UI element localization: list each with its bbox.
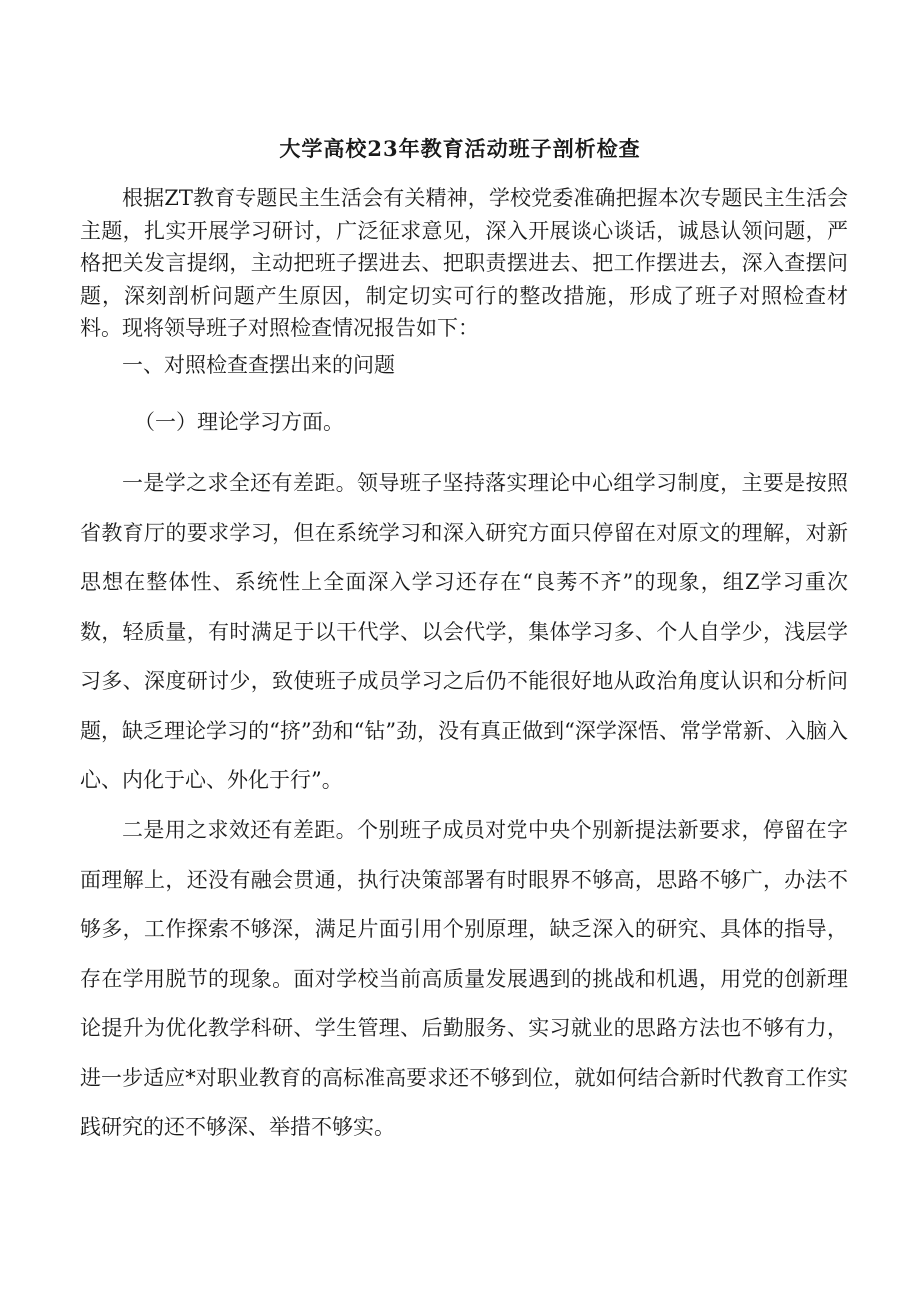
section-heading: 一、对照检查查摆出来的问题: [122, 353, 395, 377]
subsection-heading: （一）理论学习方面。: [134, 410, 344, 434]
body-paragraph-1: 一是学之求全还有差距。领导班子坚持落实理论中心组学习制度，主要是按照省教育厅的要求学习，但在系统学习和深入研究方面只停留在对原文的理解，对新思想在整体性、系统性上全面深入学习还存在“良莠不齐”的现象，组Z学习重次数，轻质量，有时满足于以干代学、以会代学，集体学习多、个人自学少，浅层学习多、深度研讨少，致使班子成员学习之后仍不能很好地从政治角度认识和分析问题，缺乏理论学习的“挤”劲和“钻”劲，没有真正做到“深学深悟、常学常新、入脑入心、内化于心、外化于行”。: [80, 471, 848, 792]
document-title: 大学高校23年教育活动班子剖析检查: [279, 136, 641, 161]
body-paragraph-2: 二是用之求效还有差距。个别班子成员对党中央个别新提法新要求，停留在字面理解上，还没有融会贯通，执行决策部署有时眼界不够高，思路不够广，办法不够多，工作探索不够深，满足片面引用个别原理，缺乏深入的研究、具体的指导，存在学用脱节的现象。面对学校当前高质量发展遇到的挑战和机遇，用党的创新理论提升为优化教学科研、学生管理、后勤服务、实习就业的思路方法也不够有力，进一步适应*对职业教育的高标准高要求还不够到位，就如何结合新时代教育工作实践研究的还不够深、举措不够实。: [80, 818, 848, 1139]
intro-paragraph: 根据ZT教育专题民主生活会有关精神，学校党委准确把握本次专题民主生活会主题，扎实开展学习研讨，广泛征求意见，深入开展谈心谈话，诚恳认领问题，严格把关发言提纲，主动把班子摆进去、把职责摆进去、把工作摆进去，深入查摆问题，深刻剖析问题产生原因，制定切实可行的整改措施，形成了班子对照检查材料。现将领导班子对照检查情况报告如下：: [80, 186, 848, 340]
